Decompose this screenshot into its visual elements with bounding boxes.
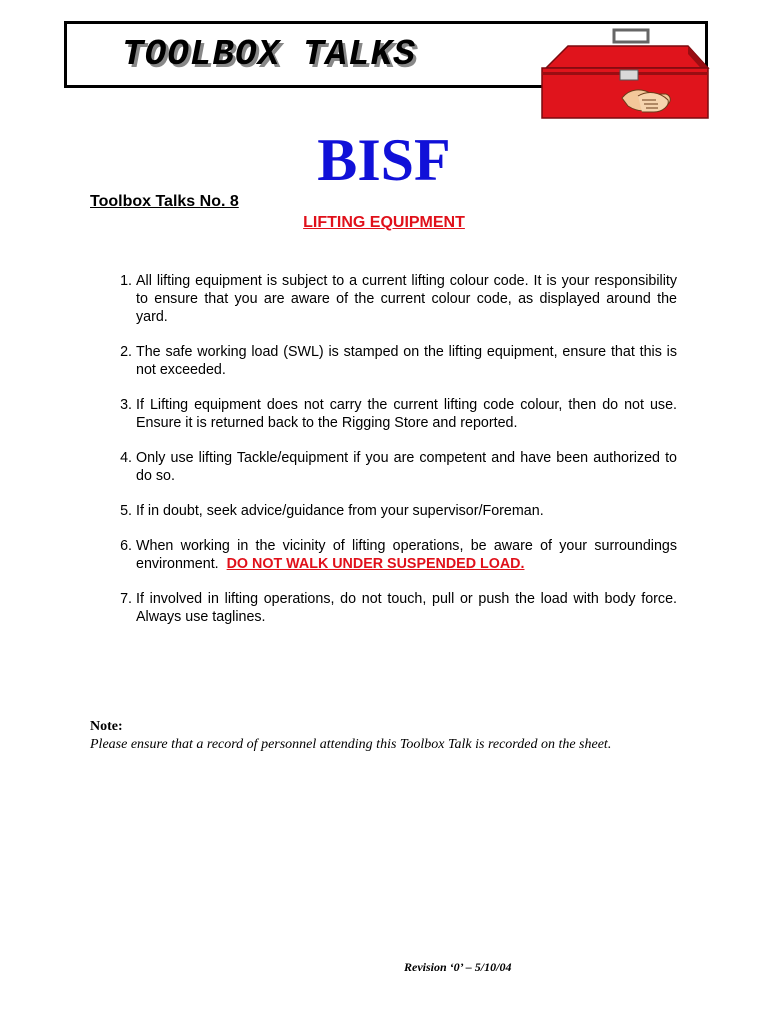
list-item-text: When working in the vicinity of lifting operations, be aware of your surroundings environment. <box>136 538 677 572</box>
toolbox-handshake-icon <box>538 26 712 122</box>
note-text: Please ensure that a record of personnel attending this Toolbox Talk is recorded on the sheet. <box>90 737 612 752</box>
note-label: Note: <box>90 719 123 734</box>
talk-number: Toolbox Talks No. 8 <box>90 193 239 210</box>
warning-text: DO NOT WALK UNDER SUSPENDED LOAD. <box>226 556 525 572</box>
list-item: 1. All lifting equipment is subject to a current lifting colour code. It is your responsibility to ensure that you are aware of the current colour code, as displayed around the yard. <box>136 272 677 326</box>
list-item <box>136 537 677 573</box>
list-item: 5. If in doubt, seek advice/guidance from your supervisor/Foreman. <box>136 502 677 520</box>
revision-label: Revision ‘0’ – 5/10/04 <box>404 960 512 974</box>
list-item: 4. Only use lifting Tackle/equipment if you are competent and have been authorized to do so. <box>136 449 677 485</box>
list-item: 3. If Lifting equipment does not carry the current lifting code colour, then do not use. Ensure it is returned back to the Rigging Store and reported. <box>136 396 677 432</box>
talk-subject: LIFTING EQUIPMENT <box>303 214 465 231</box>
organization-name: BISF <box>317 127 451 193</box>
safety-items-list <box>100 272 677 643</box>
list-item: 2. The safe working load (SWL) is stamped on the lifting equipment, ensure that this is not exceeded. <box>136 343 677 379</box>
list-item: 7. If involved in lifting operations, do not touch, pull or push the load with body force. Always use taglines. <box>136 590 677 626</box>
header-title: TOOLBOX TALKS <box>122 34 416 75</box>
